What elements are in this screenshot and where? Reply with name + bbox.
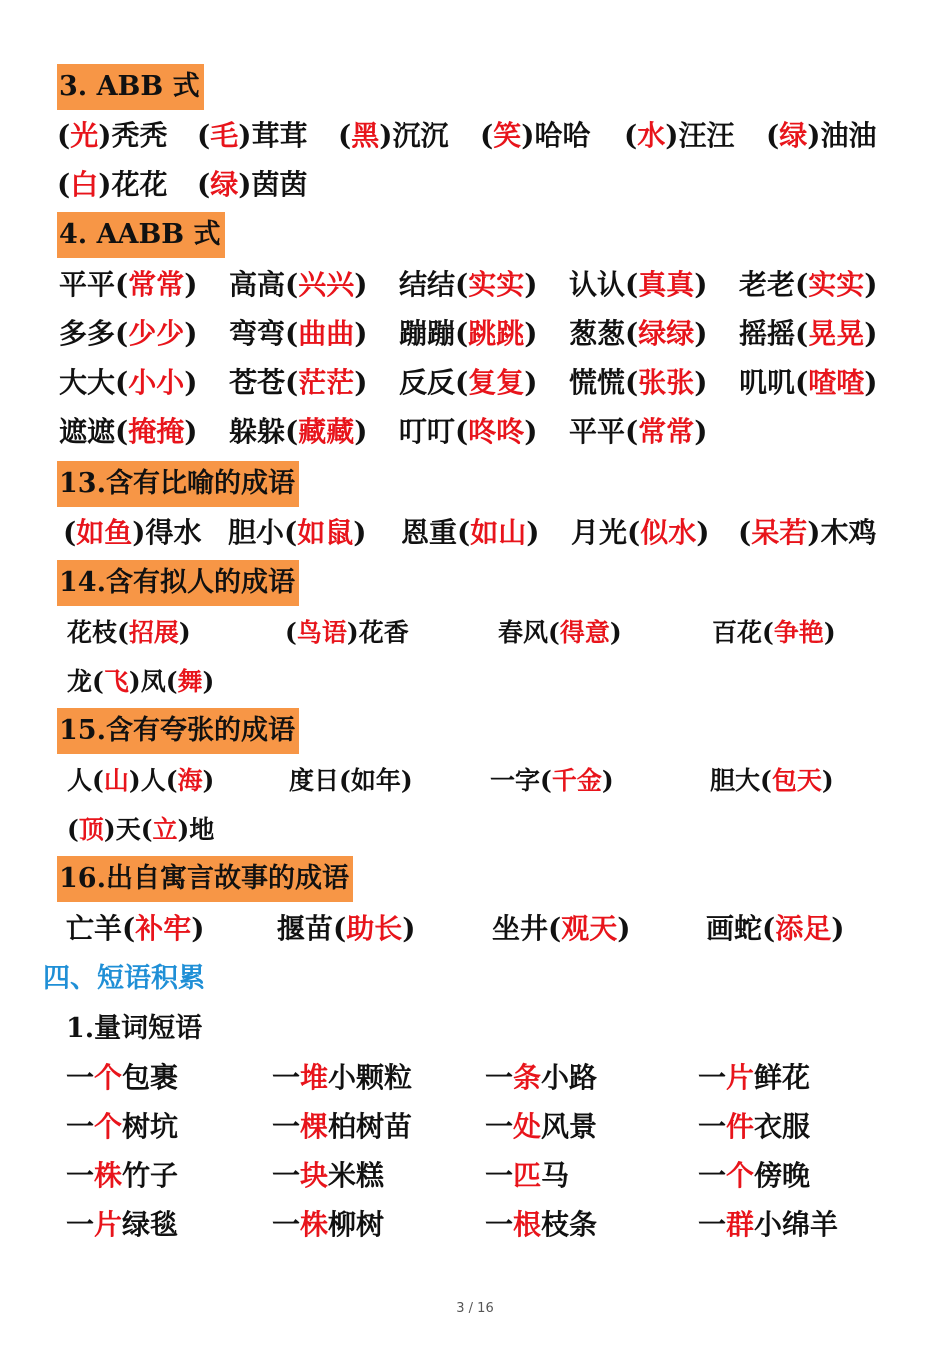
metaphor-idiom [738,509,877,557]
answer-text: 片 [94,1208,123,1241]
prompt-text: 反反( [399,366,469,399]
prompt-text: ) [354,366,368,399]
answer-text: 小小 [128,366,185,399]
measure-phrase [66,1054,178,1102]
answer-text: 复复 [468,366,525,399]
answer-text: 兴兴 [298,268,355,301]
prompt-text: 柳树 [328,1208,385,1241]
answer-text: 得意 [559,618,610,647]
prompt-text: 一 [698,1208,727,1241]
answer-text: 堆 [300,1061,329,1094]
prompt-text: 平平( [59,268,129,301]
prompt-text: ( [624,119,638,152]
prompt-text: ) [864,317,878,350]
heading-abb: 3. ABB 式 [57,64,204,110]
abb-item [624,112,735,160]
aabb-item-row [0,310,950,358]
answer-text: 片 [726,1061,755,1094]
prompt-text: 一 [66,1110,95,1143]
metaphor-idiom-row [0,509,950,557]
prompt-text: ) [524,366,538,399]
measure-phrase [698,1054,810,1102]
prompt-text: 鲜花 [754,1061,811,1094]
exaggeration-idiom [490,757,614,805]
metaphor-idiom [63,509,202,557]
prompt-text: ( [57,119,71,152]
prompt-text: 一 [272,1159,301,1192]
answer-text: 实实 [808,268,865,301]
abb-item [766,112,877,160]
prompt-text: )茵茵 [238,168,308,201]
prompt-text: 一 [698,1061,727,1094]
answer-text: 水 [637,119,666,152]
answer-text: 似水 [640,516,697,549]
abb-item [57,112,168,160]
prompt-text: 百花( [712,618,774,647]
prompt-text: ) [601,766,614,795]
prompt-text: ) [823,618,836,647]
measure-phrase [66,1152,178,1200]
prompt-text: 慌慌( [569,366,639,399]
heading-personification-idioms: 14.含有拟人的成语 [57,560,299,606]
answer-text: 群 [726,1208,755,1241]
answer-text: 个 [94,1061,123,1094]
aabb-item [229,310,368,358]
prompt-text: 蹦蹦( [399,317,469,350]
personification-idiom [712,609,836,657]
aabb-item [229,408,368,456]
prompt-text: ) [184,366,198,399]
measure-phrase-row [0,1152,950,1200]
prompt-text: ) [202,766,215,795]
prompt-text: 平平( [569,415,639,448]
prompt-text: 一 [272,1110,301,1143]
answer-text: 喳喳 [808,366,865,399]
answer-text: 顶 [78,815,104,844]
answer-text: 掩掩 [128,415,185,448]
prompt-text: 马 [541,1159,570,1192]
answer-text: 海 [177,766,203,795]
prompt-text: 苍苍( [229,366,299,399]
aabb-item [399,310,538,358]
abb-item [338,112,449,160]
aabb-item [59,359,198,407]
prompt-text: 一 [66,1159,95,1192]
aabb-item [59,261,198,309]
answer-text: 立 [152,815,178,844]
measure-phrase-row [0,1054,950,1102]
prompt-text: ( [766,119,780,152]
heading-fable-idioms: 16.出自寓言故事的成语 [57,856,353,902]
measure-phrase [272,1201,384,1249]
prompt-text: ( [67,815,79,844]
fable-idiom [277,905,416,953]
prompt-text: 一 [66,1061,95,1094]
metaphor-idiom [228,509,367,557]
exaggeration-idiom [710,757,834,805]
measure-phrase-row [0,1201,950,1249]
answer-text: 补牢 [135,912,192,945]
aabb-item [569,261,708,309]
prompt-text: 一 [66,1208,95,1241]
aabb-item [399,261,538,309]
page-number: 3 / 16 [456,1301,494,1316]
answer-text: 处 [513,1110,542,1143]
answer-text: 块 [300,1159,329,1192]
prompt-text: ) [696,516,710,549]
exaggeration-idiom [289,757,413,805]
abb-item [57,161,168,209]
prompt-text: 大大( [59,366,129,399]
prompt-text: 一字( [490,766,552,795]
prompt-text: ) [191,912,205,945]
prompt-text: 风景 [541,1110,598,1143]
personification-idiom [498,609,622,657]
measure-phrase [485,1054,597,1102]
aabb-item [399,359,538,407]
answer-text: 曲曲 [298,317,355,350]
aabb-item [229,261,368,309]
answer-text: 鸟语 [296,618,347,647]
answer-text: 少少 [128,317,185,350]
answer-text: 张张 [638,366,695,399]
answer-text: 呆若 [751,516,808,549]
prompt-text: 叮叮( [399,415,469,448]
prompt-text: 一 [698,1159,727,1192]
personification-idiom [67,609,191,657]
heading-aabb: 4. AABB 式 [57,212,225,258]
answer-text: 绿绿 [638,317,695,350]
prompt-text: 高高( [229,268,299,301]
exaggeration-idiom-row [0,806,950,854]
fable-idiom [66,905,205,953]
answer-text: 招展 [128,618,179,647]
metaphor-idiom [401,509,540,557]
prompt-text: 一 [272,1061,301,1094]
prompt-text: 月光( [571,516,641,549]
answer-text: 实实 [468,268,525,301]
prompt-text: ) [354,317,368,350]
answer-text: 助长 [346,912,403,945]
prompt-text: ) [184,317,198,350]
prompt-text: 绿毯 [122,1208,179,1241]
prompt-text: 亡羊( [66,912,136,945]
prompt-text: 一 [485,1159,514,1192]
answer-text: 根 [513,1208,542,1241]
measure-phrase [698,1201,838,1249]
answer-text: 藏藏 [298,415,355,448]
prompt-text: 摇摇( [739,317,809,350]
answer-text: 如鼠 [297,516,354,549]
answer-text: 株 [94,1159,123,1192]
prompt-text: )凤( [128,667,178,696]
answer-text: 晃晃 [808,317,865,350]
prompt-text: ) [609,618,622,647]
fable-idiom [706,905,845,953]
prompt-text: 胆小( [228,516,298,549]
abb-item [197,112,308,160]
prompt-text: 恩重( [401,516,471,549]
prompt-text: 胆大( [710,766,772,795]
prompt-text: ( [197,119,211,152]
measure-phrase [485,1201,597,1249]
answer-text: 舞 [177,667,203,696]
prompt-text: ) [864,268,878,301]
answer-text: 株 [300,1208,329,1241]
aabb-item [59,408,198,456]
prompt-text: 米糕 [328,1159,385,1192]
answer-text: 常常 [638,415,695,448]
prompt-text: ( [197,168,211,201]
prompt-text: )木鸡 [807,516,877,549]
answer-text: 真真 [638,268,695,301]
prompt-text: )哈哈 [521,119,591,152]
fable-idiom-row [0,905,950,953]
answer-text: 咚咚 [468,415,525,448]
prompt-text: 认认( [569,268,639,301]
answer-text: 添足 [775,912,832,945]
answer-text: 如鱼 [76,516,133,549]
prompt-text: ) [354,268,368,301]
answer-text: 茫茫 [298,366,355,399]
measure-phrase [272,1054,412,1102]
prompt-text: ) [526,516,540,549]
measure-phrase [272,1152,384,1200]
prompt-text: ) [821,766,834,795]
answer-text: 观天 [561,912,618,945]
prompt-text: ( [285,618,297,647]
prompt-text: ( [338,119,352,152]
answer-text: 个 [94,1110,123,1143]
aabb-item-row [0,261,950,309]
exaggeration-idiom-row [0,757,950,805]
exaggeration-idiom [67,806,214,854]
prompt-text: 竹子 [122,1159,179,1192]
section-title-phrases: 四、短语积累 [43,963,205,994]
abb-item-row [0,112,950,160]
answer-text: 争艳 [773,618,824,647]
prompt-text: )沉沉 [379,119,449,152]
aabb-item [569,359,708,407]
prompt-text: 躲躲( [229,415,299,448]
answer-text: 绿 [779,119,808,152]
answer-text: 件 [726,1110,755,1143]
prompt-text: 小路 [541,1061,598,1094]
prompt-text: )地 [177,815,215,844]
aabb-item [569,310,708,358]
prompt-text: ) [354,415,368,448]
prompt-text: 一 [272,1208,301,1241]
prompt-text: 春风( [498,618,560,647]
answer-text: 如山 [470,516,527,549]
aabb-item-row [0,359,950,407]
prompt-text: 揠苗( [277,912,347,945]
prompt-text: )人( [128,766,178,795]
answer-text: 白 [70,168,99,201]
answer-text: 跳跳 [468,317,525,350]
prompt-text: 小绵羊 [754,1208,839,1241]
prompt-text: 衣服 [754,1110,811,1143]
prompt-text: )天( [103,815,153,844]
prompt-text: 柏树苗 [328,1110,413,1143]
exaggeration-idiom [67,757,214,805]
prompt-text: 人( [67,766,104,795]
aabb-item [569,408,708,456]
aabb-item [229,359,368,407]
heading-exaggeration-idioms: 15.含有夸张的成语 [57,708,299,754]
personification-idiom-row [0,658,950,706]
prompt-text: ) [202,667,215,696]
prompt-text: ) [694,366,708,399]
prompt-text: 一 [485,1208,514,1241]
prompt-text: 一 [485,1110,514,1143]
metaphor-idiom [571,509,710,557]
prompt-text: 小颗粒 [328,1061,413,1094]
aabb-item [739,310,878,358]
measure-phrase [272,1103,412,1151]
prompt-text: ) [864,366,878,399]
personification-idiom [285,609,409,657]
prompt-text: 遮遮( [59,415,129,448]
prompt-text: ) [524,268,538,301]
prompt-text: )秃秃 [98,119,168,152]
prompt-text: 花枝( [67,618,129,647]
prompt-text: 一 [485,1061,514,1094]
prompt-text: )油油 [807,119,877,152]
aabb-item [739,359,878,407]
measure-phrase [485,1103,597,1151]
prompt-text: 度日(如年) [289,766,413,795]
prompt-text: ) [178,618,191,647]
answer-text: 山 [103,766,129,795]
prompt-text: )汪汪 [665,119,735,152]
prompt-text: ( [57,168,71,201]
answer-text: 黑 [351,119,380,152]
prompt-text: )茸茸 [238,119,308,152]
prompt-text: ) [402,912,416,945]
measure-phrase [698,1152,810,1200]
prompt-text: 葱葱( [569,317,639,350]
prompt-text: 老老( [739,268,809,301]
prompt-text: 弯弯( [229,317,299,350]
answer-text: 光 [70,119,99,152]
prompt-text: ) [353,516,367,549]
answer-text: 常常 [128,268,185,301]
prompt-text: ) [184,268,198,301]
prompt-text: 画蛇( [706,912,776,945]
prompt-text: 多多( [59,317,129,350]
answer-text: 绿 [210,168,239,201]
prompt-text: ) [831,912,845,945]
personification-idiom [67,658,214,706]
prompt-text: ( [480,119,494,152]
prompt-text: 坐井( [492,912,562,945]
measure-phrase [66,1103,178,1151]
prompt-text: 树坑 [122,1110,179,1143]
measure-phrase [485,1152,569,1200]
answer-text: 棵 [300,1110,329,1143]
prompt-text: )得水 [132,516,202,549]
abb-item [480,112,591,160]
prompt-text: 一 [698,1110,727,1143]
prompt-text: 枝条 [541,1208,598,1241]
answer-text: 包天 [771,766,822,795]
measure-phrase-row [0,1103,950,1151]
prompt-text: ) [694,415,708,448]
answer-text: 匹 [513,1159,542,1192]
prompt-text: )花香 [346,618,409,647]
prompt-text: 叽叽( [739,366,809,399]
answer-text: 笑 [493,119,522,152]
prompt-text: ) [524,317,538,350]
answer-text: 毛 [210,119,239,152]
prompt-text: 龙( [67,667,104,696]
fable-idiom [492,905,631,953]
prompt-text: ) [694,317,708,350]
answer-text: 飞 [103,667,129,696]
prompt-text: ) [524,415,538,448]
prompt-text: 傍晚 [754,1159,811,1192]
prompt-text: 包裹 [122,1061,179,1094]
measure-phrase [698,1103,810,1151]
prompt-text: )花花 [98,168,168,201]
prompt-text: 结结( [399,268,469,301]
prompt-text: ) [694,268,708,301]
abb-item [197,161,308,209]
heading-metaphor-idioms: 13.含有比喻的成语 [57,461,299,507]
prompt-text: ( [738,516,752,549]
abb-item-row [0,161,950,209]
prompt-text: ) [617,912,631,945]
aabb-item [59,310,198,358]
answer-text: 千金 [551,766,602,795]
prompt-text: ) [184,415,198,448]
aabb-item [739,261,878,309]
prompt-text: ( [63,516,77,549]
answer-text: 个 [726,1159,755,1192]
personification-idiom-row [0,609,950,657]
measure-phrase [66,1201,178,1249]
answer-text: 条 [513,1061,542,1094]
subheading-measure-phrases: 1.量词短语 [66,1013,203,1044]
aabb-item [399,408,538,456]
aabb-item-row [0,408,950,456]
